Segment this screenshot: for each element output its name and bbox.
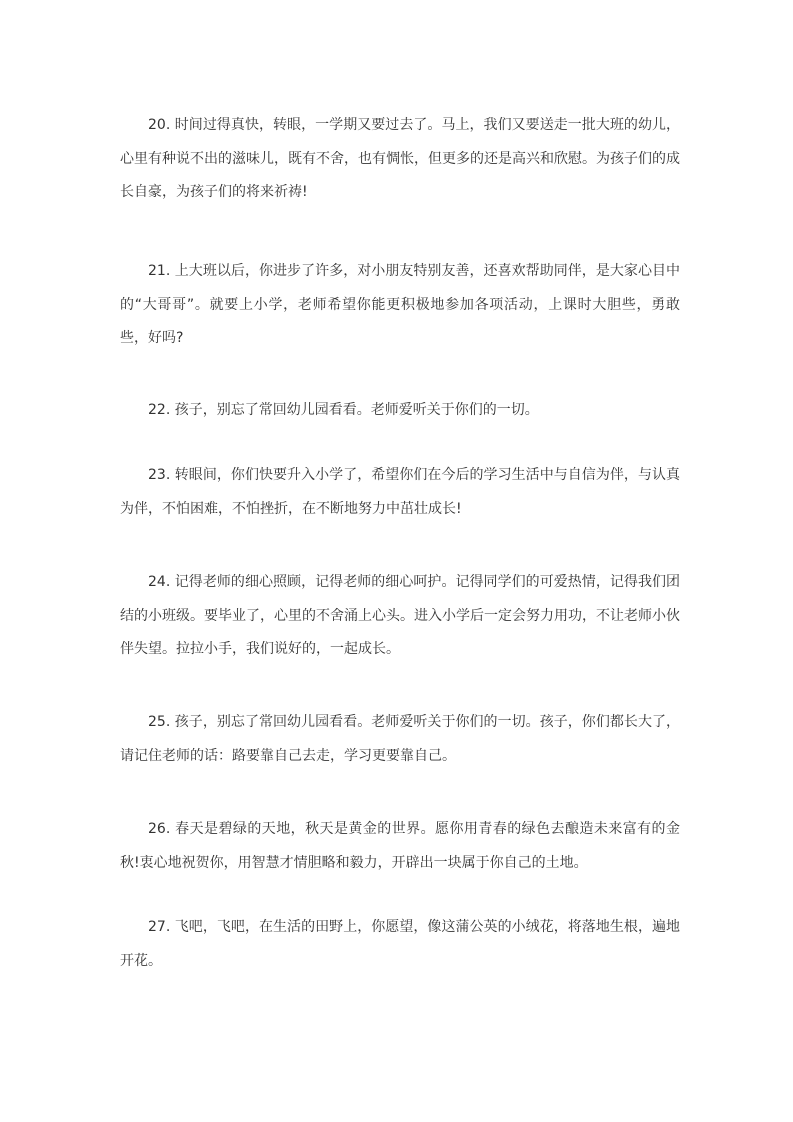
paragraph-text: 时间过得真快，转眼，一学期又要过去了。马上，我们又要送走一批大班的幼儿，心里有种说不出的滋味儿，既有不舍，也有惆怅，但更多的还是高兴和欣慰。为孩子们的成长自豪，为孩子们的将来祈祷! — [120, 117, 681, 200]
paragraph-number: 26. — [148, 821, 171, 837]
paragraph-27 — [120, 911, 680, 978]
paragraph-text: 春天是碧绿的天地，秋天是黄金的世界。愿你用青春的绿色去酿造未来富有的金秋!衷心地祝贺你，用智慧才情胆略和毅力，开辟出一块属于你自己的土地。 — [120, 821, 680, 871]
paragraph-text: 孩子，别忘了常回幼儿园看看。老师爱听关于你们的一切。孩子，你们都长大了，请记住老师的话：路要靠自己去走，学习更要靠自己。 — [120, 714, 681, 764]
paragraph-text: 记得老师的细心照顾，记得老师的细心呵护。记得同学们的可爱热情，记得我们团结的小班级。要毕业了，心里的不舍涌上心头。进入小学后一定会努力用功，不让老师小伙伴失望。拉拉小手，我们说好的，一起成长。 — [120, 574, 681, 657]
paragraph-text: 上大班以后，你进步了许多，对小朋友特别友善，还喜欢帮助同伴，是大家心目中的“大哥哥”。就要上小学，老师希望你能更积极地参加各项活动，上课时大胆些，勇敢些，好吗? — [120, 263, 681, 346]
paragraph-24 — [120, 566, 680, 667]
paragraph-25 — [120, 706, 680, 773]
paragraph-text: 孩子，别忘了常回幼儿园看看。老师爱听关于你们的一切。 — [174, 402, 539, 418]
paragraph-number: 27. — [148, 919, 171, 935]
paragraph-text: 转眼间，你们快要升入小学了，希望你们在今后的学习生活中与自信为伴，与认真为伴，不怕困难，不怕挫折，在不断地努力中茁壮成长! — [120, 467, 681, 517]
paragraph-number: 20. — [148, 117, 171, 133]
paragraph-23 — [120, 459, 680, 526]
paragraph-21 — [120, 255, 680, 356]
paragraph-number: 22. — [148, 402, 171, 418]
paragraph-text: 飞吧，飞吧，在生活的田野上，你愿望，像这蒲公英的小绒花，将落地生根，遍地开花。 — [120, 919, 681, 969]
paragraph-number: 24. — [148, 574, 171, 590]
paragraph-number: 21. — [148, 263, 171, 279]
paragraph-number: 25. — [148, 714, 171, 730]
paragraph-number: 23. — [148, 467, 171, 483]
paragraph-22 — [120, 394, 680, 428]
paragraph-20 — [120, 109, 680, 210]
paragraph-26 — [120, 813, 680, 880]
